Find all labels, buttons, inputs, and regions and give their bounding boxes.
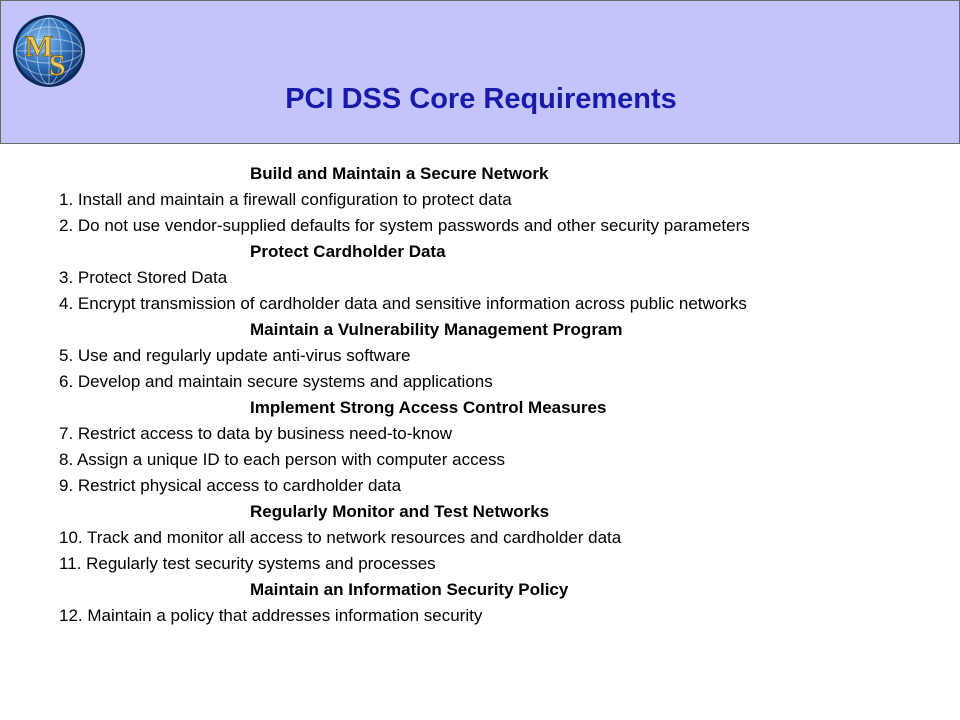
ms-globe-logo-icon bbox=[11, 13, 87, 89]
slide-header bbox=[0, 0, 960, 144]
section-heading: Maintain an Information Security Policy bbox=[250, 580, 569, 599]
list-item: 2. Do not use vendor-supplied defaults for system passwords and other security parameters bbox=[59, 216, 750, 235]
list-item: 6. Develop and maintain secure systems and applications bbox=[59, 372, 493, 391]
requirements-list bbox=[59, 161, 939, 629]
section-heading: Maintain a Vulnerability Management Program bbox=[250, 320, 623, 339]
list-item: 12. Maintain a policy that addresses information security bbox=[59, 606, 483, 625]
list-item: 11. Regularly test security systems and processes bbox=[59, 554, 436, 573]
list-item: 10. Track and monitor all access to network resources and cardholder data bbox=[59, 528, 622, 547]
list-item: 4. Encrypt transmission of cardholder data and sensitive information across public networks bbox=[59, 294, 747, 313]
list-item: 7. Restrict access to data by business need-to-know bbox=[59, 424, 453, 443]
logo-letter-s: S bbox=[49, 49, 66, 82]
section-heading: Build and Maintain a Secure Network bbox=[250, 164, 549, 183]
page-title: PCI DSS Core Requirements bbox=[285, 83, 677, 115]
list-item: 1. Install and maintain a firewall configuration to protect data bbox=[59, 190, 512, 209]
list-item: 9. Restrict physical access to cardholder data bbox=[59, 476, 402, 495]
list-item: 8. Assign a unique ID to each person with computer access bbox=[59, 450, 506, 469]
section-heading: Regularly Monitor and Test Networks bbox=[250, 502, 550, 521]
section-heading: Implement Strong Access Control Measures bbox=[250, 398, 607, 417]
list-item: 3. Protect Stored Data bbox=[59, 268, 228, 287]
logo-letter-m: M bbox=[25, 30, 54, 63]
section-heading: Protect Cardholder Data bbox=[250, 242, 446, 261]
list-item: 5. Use and regularly update anti-virus software bbox=[59, 346, 411, 365]
